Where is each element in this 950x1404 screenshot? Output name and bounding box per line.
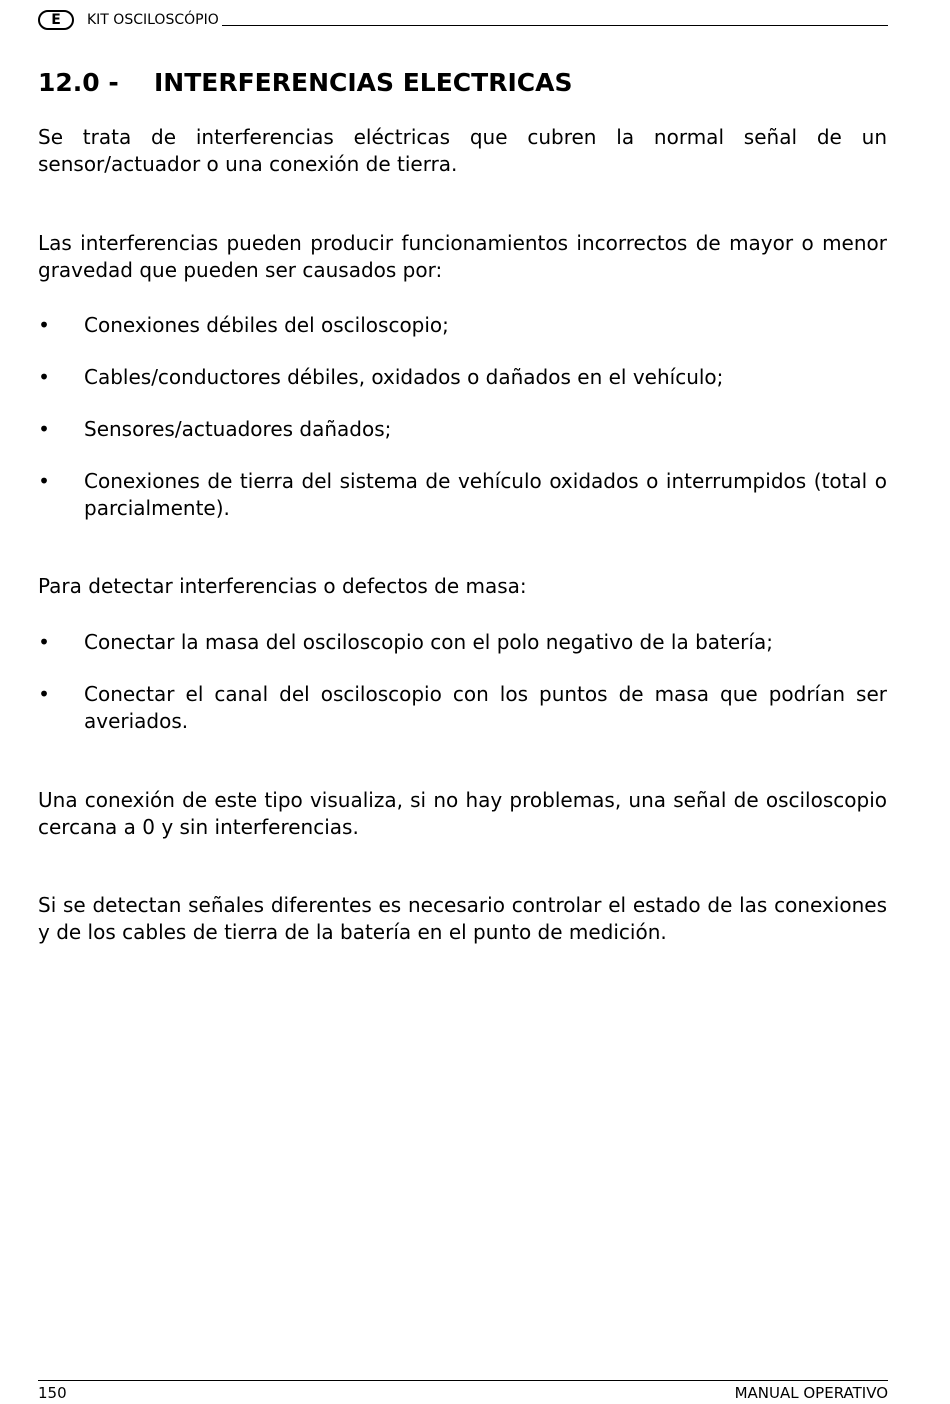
list-item [38, 468, 887, 522]
intro-paragraph: Se trata de interferencias eléctricas que cubren la normal señal de un sensor/actuador o una conexión de tierra. [38, 125, 887, 176]
check-paragraph: Si se detectan señales diferentes es necesario controlar el estado de las conexiones y de los cables de tierra de la batería en el punto de medición. [38, 893, 887, 944]
list-item [38, 681, 887, 735]
section-number: 12.0 - [38, 68, 119, 97]
list-item [38, 629, 887, 656]
list-item-text: Conectar la masa del osciloscopio con el polo negativo de la batería; [84, 630, 773, 654]
detection-intro-paragraph: Para detectar interferencias o defectos de masa: [38, 574, 527, 598]
bullet-icon: • [38, 417, 50, 441]
page-footer [38, 1380, 888, 1403]
list-item-text: Cables/conductores débiles, oxidados o dañados en el vehículo; [84, 365, 724, 389]
list-item [38, 364, 887, 391]
bullet-icon: • [38, 682, 50, 706]
page-header [38, 8, 888, 30]
page-number: 150 [38, 1384, 67, 1402]
result-paragraph: Una conexión de este tipo visualiza, si no hay problemas, una señal de osciloscopio cercana a 0 y sin interferencias. [38, 788, 887, 839]
section-title: INTERFERENCIAS ELECTRICAS [154, 68, 573, 97]
list-item-text: Conexiones débiles del osciloscopio; [84, 313, 449, 337]
section-heading [38, 68, 572, 98]
list-item [38, 312, 887, 339]
bullet-icon: • [38, 313, 50, 337]
header-rule [222, 25, 888, 26]
causes-intro-paragraph: Las interferencias pueden producir funcionamientos incorrectos de mayor o menor gravedad que pueden ser causados por: [38, 231, 887, 282]
bullet-icon: • [38, 365, 50, 389]
list-item-text: Sensores/actuadores dañados; [84, 417, 392, 441]
manual-label: MANUAL OPERATIVO [734, 1384, 888, 1402]
language-badge: E [38, 10, 74, 30]
bullet-icon: • [38, 630, 50, 654]
list-item [38, 416, 887, 443]
header-title: KIT OSCILOSCÓPIO [87, 12, 219, 28]
bullet-icon: • [38, 469, 50, 493]
list-item-text: Conectar el canal del osciloscopio con los puntos de masa que podrían ser averiados. [84, 682, 887, 733]
list-item-text: Conexiones de tierra del sistema de vehículo oxidados o interrumpidos (total o parcialmente). [84, 469, 887, 520]
